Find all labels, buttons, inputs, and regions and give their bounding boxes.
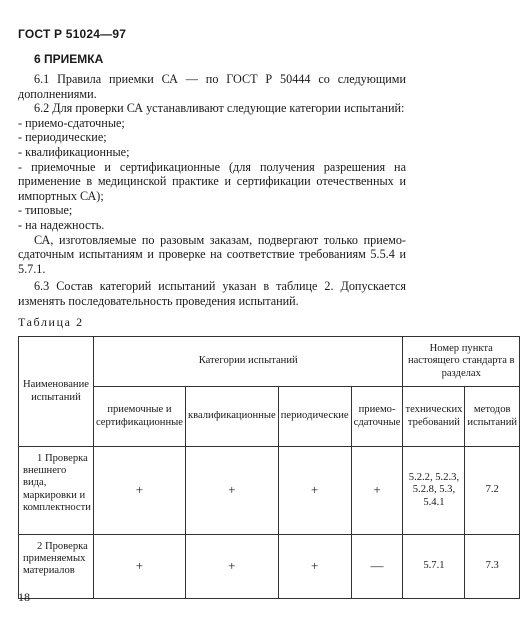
standard-header: ГОСТ Р 51024—97 bbox=[18, 27, 127, 41]
table-row bbox=[19, 535, 520, 599]
paragraph-6-2: 6.2 Для проверки СА устанавливают следующие категории испытаний: bbox=[34, 101, 405, 116]
row-requirements: 5.2.2, 5.2.3, 5.2.8, 5.3, 5.4.1 bbox=[403, 447, 465, 535]
table-caption: Таблица 2 bbox=[18, 315, 84, 329]
list-item: - на надежность. bbox=[18, 217, 105, 232]
row-test-name: 2 Проверка применяемых материалов bbox=[23, 541, 88, 577]
row-methods: 7.3 bbox=[465, 535, 520, 599]
subheader-qualification: квалификационные bbox=[185, 387, 278, 447]
page-number: 18 bbox=[18, 590, 30, 604]
subheader-test-methods: методов испытаний bbox=[465, 387, 520, 447]
subheader-periodic: периодические bbox=[278, 387, 351, 447]
row-mark: + bbox=[185, 447, 278, 535]
header-test-name: Наименование испытаний bbox=[19, 337, 94, 447]
header-test-categories: Категории испытаний bbox=[93, 337, 403, 387]
table-row bbox=[19, 447, 520, 535]
body-text bbox=[18, 72, 406, 309]
list-item: - периодические; bbox=[18, 130, 107, 145]
row-mark: + bbox=[351, 447, 403, 535]
row-mark: + bbox=[278, 535, 351, 599]
subheader-technical-requirements: технических требований bbox=[403, 387, 465, 447]
list-item: - приемо-сдаточные; bbox=[18, 115, 125, 130]
row-mark: + bbox=[93, 535, 185, 599]
list-item: - типовые; bbox=[18, 203, 73, 218]
row-mark: + bbox=[93, 447, 185, 535]
paragraph-single-order: СА, изготовляемые по разовым заказам, подвергают только приемо-сдаточным испытаниям и проверке на соответствие требованиям 5.5.4 и 5.7.1. bbox=[18, 232, 406, 276]
tests-table bbox=[18, 336, 520, 599]
paragraph-6-1: 6.1 Правила приемки СА — по ГОСТ Р 50444 со следующими дополнениями. bbox=[18, 72, 406, 101]
row-mark: + bbox=[185, 535, 278, 599]
list-item: - приемочные и сертификационные (для получения разрешения на применение в медицинской практике и сертификации отечественных и импортных СА); bbox=[18, 159, 406, 203]
header-standard-point: Номер пункта настоящего стандарта в разделах bbox=[403, 337, 520, 387]
subheader-acceptance-delivery: приемо-сдаточные bbox=[351, 387, 403, 447]
row-test-name: 1 Проверка внешнего вида, маркировки и комплектности bbox=[23, 453, 91, 513]
paragraph-6-3: 6.3 Состав категорий испытаний указан в таблице 2. Допускается изменять последовательность проведения испытаний. bbox=[18, 279, 406, 308]
row-requirements: 5.7.1 bbox=[403, 535, 465, 599]
row-mark: + bbox=[278, 447, 351, 535]
section-title: 6 ПРИЕМКА bbox=[34, 52, 104, 66]
row-methods: 7.2 bbox=[465, 447, 520, 535]
row-mark: — bbox=[351, 535, 403, 599]
subheader-acceptance-certification: приемочные и сертификационные bbox=[93, 387, 185, 447]
list-item: - квалификационные; bbox=[18, 144, 130, 159]
